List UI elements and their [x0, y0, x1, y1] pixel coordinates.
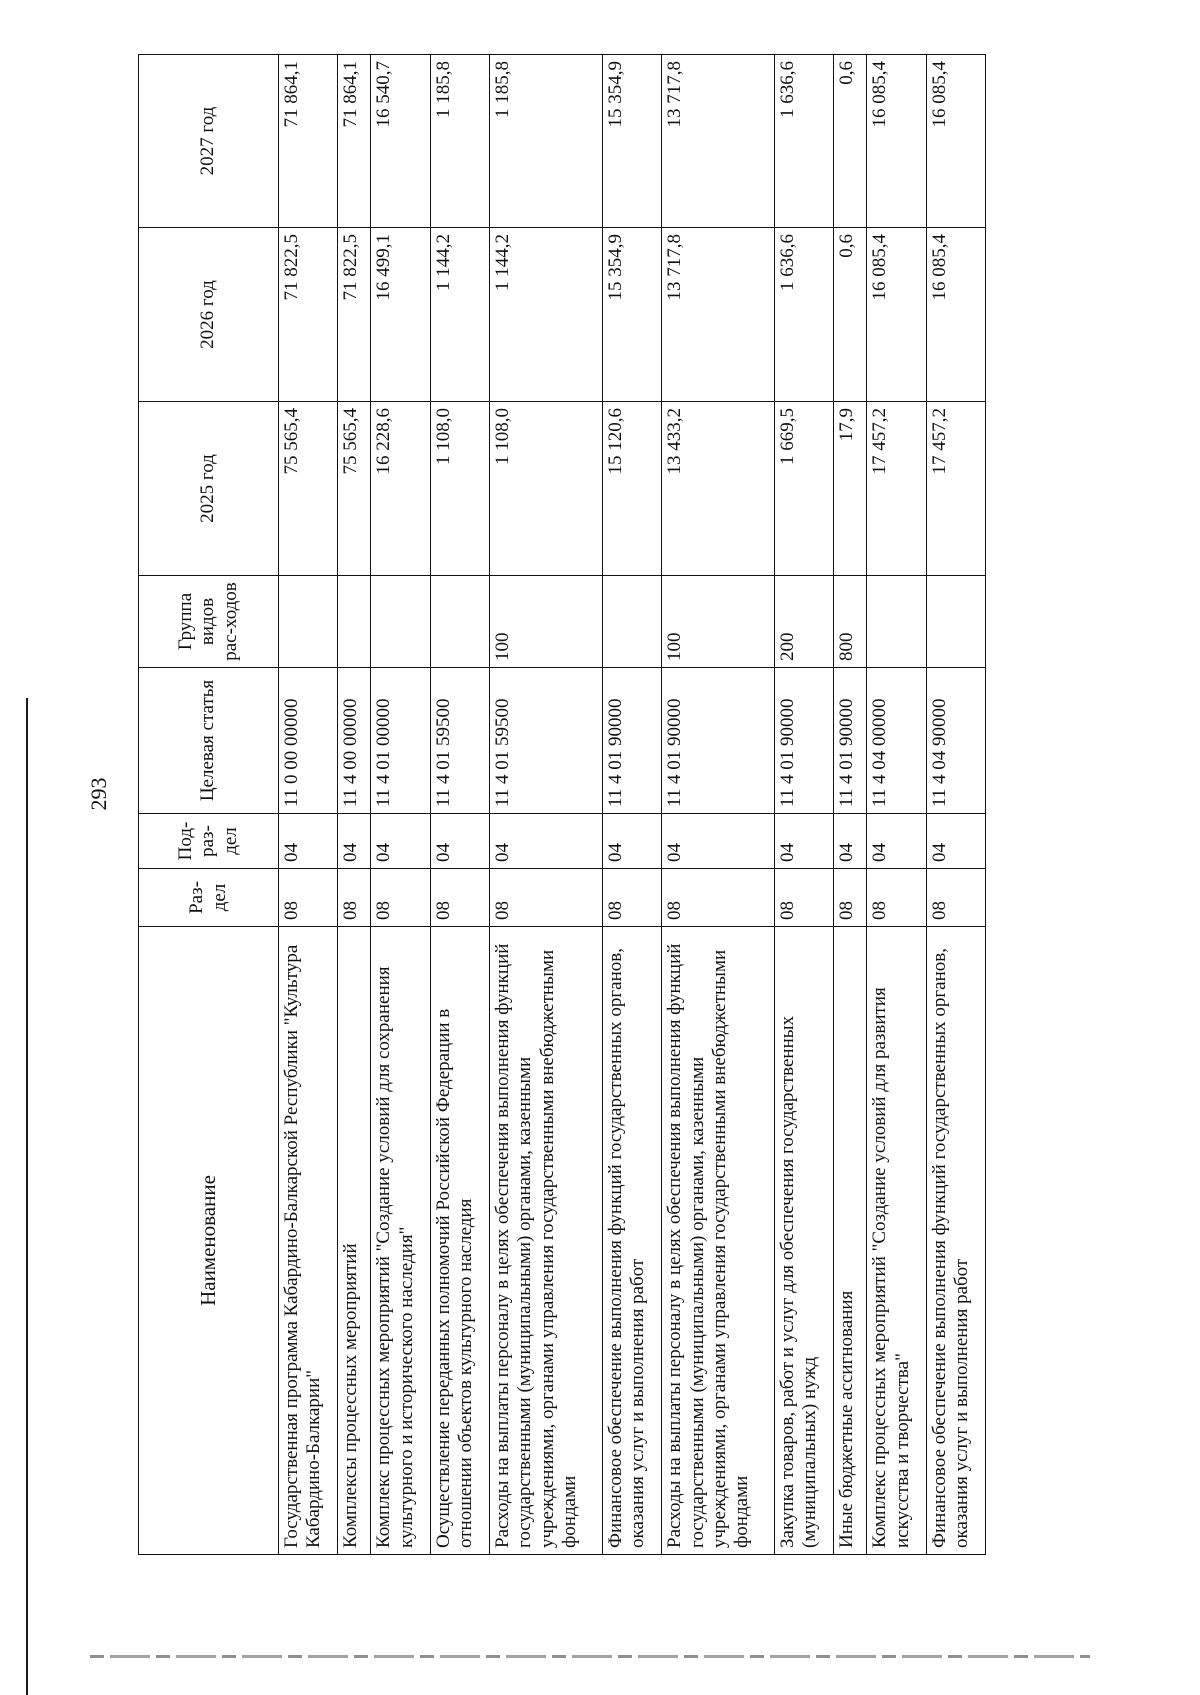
cell-2025: 75 565,4 [279, 402, 338, 576]
cell-section: 08 [662, 869, 775, 927]
table-row [662, 55, 775, 1555]
header-2026: 2026 год [139, 228, 279, 402]
cell-target-article: 11 0 00 00000 [279, 668, 338, 814]
cell-2027: 1 185,8 [489, 55, 602, 228]
cell-expense-group [867, 576, 926, 668]
cell-2026: 16 085,4 [867, 228, 926, 402]
cell-2027: 1 185,8 [430, 55, 489, 228]
cell-section: 08 [926, 869, 985, 927]
cell-subsection: 04 [926, 814, 985, 869]
cell-2025: 13 433,2 [662, 402, 775, 576]
cell-name: Комплексы процессных мероприятий [338, 927, 371, 1555]
cell-2027: 16 085,4 [867, 55, 926, 228]
cell-target-article: 11 4 01 90000 [834, 668, 867, 814]
table-row [602, 55, 661, 1555]
cell-name: Закупка товаров, работ и услуг для обеспечения государственных (муниципальных) нужд [775, 927, 834, 1555]
budget-table [138, 54, 986, 1555]
cell-subsection: 04 [371, 814, 430, 869]
cell-2026: 0,6 [834, 228, 867, 402]
cell-section: 08 [430, 869, 489, 927]
cell-subsection: 04 [602, 814, 661, 869]
cell-2026: 16 085,4 [926, 228, 985, 402]
cell-target-article: 11 4 01 90000 [775, 668, 834, 814]
cell-target-article: 11 4 00 00000 [338, 668, 371, 814]
cell-target-article: 11 4 04 00000 [867, 668, 926, 814]
header-2025: 2025 год [139, 402, 279, 576]
table-row [489, 55, 602, 1555]
cell-2026: 1 144,2 [489, 228, 602, 402]
header-2027: 2027 год [139, 55, 279, 228]
cell-2026: 15 354,9 [602, 228, 661, 402]
table-row [926, 55, 985, 1555]
cell-2026: 13 717,8 [662, 228, 775, 402]
cell-expense-group [926, 576, 985, 668]
cell-target-article: 11 4 04 90000 [926, 668, 985, 814]
cell-name: Осуществление переданных полномочий Российской Федерации в отношении объектов культурного наследия [430, 927, 489, 1555]
header-expense-group: Группа видов рас-ходов [139, 576, 279, 668]
cell-2025: 1 108,0 [489, 402, 602, 576]
cell-2027: 13 717,8 [662, 55, 775, 228]
cell-target-article: 11 4 01 00000 [371, 668, 430, 814]
cell-section: 08 [602, 869, 661, 927]
cell-section: 08 [489, 869, 602, 927]
cell-name: Иные бюджетные ассигнования [834, 927, 867, 1555]
cell-expense-group: 100 [489, 576, 602, 668]
table-row [834, 55, 867, 1555]
cell-name: Расходы на выплаты персоналу в целях обеспечения выполнения функций государственными (муниципальными) органами, казенными учреждениями, органами управления государственными внебюджетными фондами [489, 927, 602, 1555]
table-row [371, 55, 430, 1555]
table-body [279, 55, 986, 1555]
header-subsection: Под-раз-дел [139, 814, 279, 869]
cell-subsection: 04 [834, 814, 867, 869]
cell-expense-group: 200 [775, 576, 834, 668]
cell-section: 08 [867, 869, 926, 927]
cell-section: 08 [338, 869, 371, 927]
header-target-article: Целевая статья [139, 668, 279, 814]
cell-2027: 16 085,4 [926, 55, 985, 228]
cell-subsection: 04 [662, 814, 775, 869]
cell-expense-group: 800 [834, 576, 867, 668]
cell-target-article: 11 4 01 90000 [662, 668, 775, 814]
cell-expense-group [430, 576, 489, 668]
cell-expense-group [338, 576, 371, 668]
cell-expense-group [371, 576, 430, 668]
cell-name: Финансовое обеспечение выполнения функций государственных органов, оказания услуг и выполнения работ [602, 927, 661, 1555]
cell-name: Государственная программа Кабардино-Балкарской Республики "Культура Кабардино-Балкарии" [279, 927, 338, 1555]
cell-name: Финансовое обеспечение выполнения функций государственных органов, оказания услуг и выполнения работ [926, 927, 985, 1555]
table-row [867, 55, 926, 1555]
cell-section: 08 [834, 869, 867, 927]
table-row [279, 55, 338, 1555]
cell-2025: 1 669,5 [775, 402, 834, 576]
cell-2026: 71 822,5 [338, 228, 371, 402]
scan-edge-line [26, 698, 28, 1695]
cell-subsection: 04 [867, 814, 926, 869]
cell-2026: 71 822,5 [279, 228, 338, 402]
cell-2026: 16 499,1 [371, 228, 430, 402]
cell-subsection: 04 [338, 814, 371, 869]
page-number [86, 777, 111, 811]
table-row [775, 55, 834, 1555]
table-header-row [139, 55, 279, 1555]
cell-2025: 1 108,0 [430, 402, 489, 576]
cell-2027: 15 354,9 [602, 55, 661, 228]
cell-2026: 1 144,2 [430, 228, 489, 402]
cell-2027: 16 540,7 [371, 55, 430, 228]
scan-bottom-noise [90, 1655, 1090, 1658]
cell-2025: 17 457,2 [867, 402, 926, 576]
cell-expense-group [279, 576, 338, 668]
cell-subsection: 04 [279, 814, 338, 869]
table-row [338, 55, 371, 1555]
cell-target-article: 11 4 01 90000 [602, 668, 661, 814]
cell-2025: 75 565,4 [338, 402, 371, 576]
cell-2027: 71 864,1 [338, 55, 371, 228]
cell-expense-group: 100 [662, 576, 775, 668]
cell-subsection: 04 [775, 814, 834, 869]
cell-name: Расходы на выплаты персоналу в целях обеспечения выполнения функций государственными (муниципальными) органами, казенными учреждениями, органами управления государственными внебюджетными фондами [662, 927, 775, 1555]
cell-subsection: 04 [489, 814, 602, 869]
cell-2025: 17 457,2 [926, 402, 985, 576]
cell-section: 08 [279, 869, 338, 927]
cell-2027: 71 864,1 [279, 55, 338, 228]
page-number-text: 293 [86, 777, 111, 811]
cell-2026: 1 636,6 [775, 228, 834, 402]
cell-section: 08 [371, 869, 430, 927]
rotated-table-frame [138, 55, 986, 1555]
cell-target-article: 11 4 01 59500 [489, 668, 602, 814]
cell-target-article: 11 4 01 59500 [430, 668, 489, 814]
cell-name: Комплекс процессных мероприятий "Создание условий для развития искусства и творчества" [867, 927, 926, 1555]
table-row [430, 55, 489, 1555]
header-name: Наименование [139, 927, 279, 1555]
cell-2025: 15 120,6 [602, 402, 661, 576]
cell-2025: 17,9 [834, 402, 867, 576]
cell-expense-group [602, 576, 661, 668]
cell-2025: 16 228,6 [371, 402, 430, 576]
cell-2027: 1 636,6 [775, 55, 834, 228]
cell-name: Комплекс процессных мероприятий "Создание условий для сохранения культурного и исторического наследия" [371, 927, 430, 1555]
cell-subsection: 04 [430, 814, 489, 869]
header-section: Раз-дел [139, 869, 279, 927]
cell-2027: 0,6 [834, 55, 867, 228]
cell-section: 08 [775, 869, 834, 927]
